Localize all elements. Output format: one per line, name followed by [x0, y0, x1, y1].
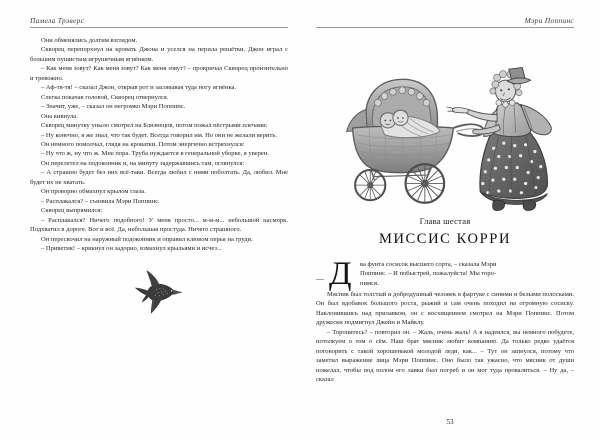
paragraph: Они обменялись долгим взглядом. — [41, 37, 138, 44]
paragraph: Он перелетел на подоконник и, на минуту задержавшись там, оглянулся: — [41, 159, 245, 167]
paragraph: Скворец выпрямился: — [41, 207, 103, 215]
pram-group — [347, 79, 484, 202]
page-number: 53 — [446, 418, 454, 426]
starling-illustration-container — [30, 267, 288, 337]
paragraph: Он перескочил на наружный подоконник и оправил клювом перья на груди. — [41, 235, 253, 243]
paragraph: – Как меня зовут? Как меня зовут? Как меня зовут? – прокричал Скворец пронзительно и тревожно. — [30, 65, 288, 82]
paragraph: – Ну конечно, я же знал, что так будет. Всегда говорил им. Но они не желали верить. — [41, 131, 277, 139]
paragraph: Он немного помолчал, глядя на кроватки. Потом энергично встряхнулся: — [41, 140, 245, 148]
right-running-head-text: Мэри Поппинс — [524, 16, 574, 25]
paragraph: – Значит, уже, – сказал он негромко Мэри Поппинс. — [41, 103, 186, 111]
paragraph: Она кивнула. — [41, 112, 78, 120]
opening-dash: — — [316, 274, 324, 283]
paragraph: – Торопитесь? – повторил он. – Жаль, очень жаль! А я надеялся, вы немного побудете, потолкуем о том о сём. Наш брат мясник любит компанию. Да только редко удаётся поговорить с такой хорошенькой молодой леди, как... – Тут он запнулся, потому что заметил выражение лица Мэри Поппинс. Оно было так ужасно, что мясник от души пожелал, чтобы под полом его лавки был погреб и он мог туда провалиться. – Ну да, – сказал — [316, 328, 574, 384]
paragraph: – Расплакался? Ничего подобного! У меня просто... м-м-м... небольшой насморк. Подхватил в дороге. Вот и всё. Да, небольшая простуда. Ничего страшного. — [30, 216, 288, 234]
right-header-rule — [316, 27, 574, 28]
chapter-illustration-container — [316, 42, 574, 214]
paragraph: Слегка покачав головой, Скворец отвернулся. — [41, 93, 169, 101]
paragraph: Мясник был толстый и добродушный человек в фартуке с синими и белыми полосками. Он был вдобавок большого роста, рыжий и сам очень походил на огромную сосиску. Наклонившись над прилавком, он с восхищением смотрел на Мэри Поппинс. Потом дружески подмигнул Джейн и Майклу. — [316, 291, 574, 327]
pram-front-wheel — [355, 170, 385, 200]
opening-line: ва фунта сосисок высшего сорта, – сказала Мэри — [360, 261, 497, 268]
paragraph: – Аф-тя-тя! – сказал Джон, открыв рот и засовывая туда ногу ягнёнка. — [41, 84, 237, 92]
paragraph: – А страшно будет без них всё-таки. Всегда любил с ними поболтать. Да, любил. Мне будет их не хватать. — [30, 169, 288, 186]
chapter-kicker: Глава шестая — [419, 216, 471, 226]
mrs-corry-figure — [447, 68, 552, 211]
paragraph: Он проворно обмахнул крылом глаза. — [41, 188, 146, 196]
paragraph: – Расплакался? – съязвила Мэри Поппинс. — [41, 197, 160, 205]
pram-rear-wheel — [406, 164, 445, 203]
right-page-body — [316, 290, 574, 385]
right-page — [300, 0, 600, 440]
left-running-head — [30, 16, 288, 36]
right-running-head — [316, 16, 574, 36]
drop-cap: Д — [329, 256, 352, 292]
paragraph: – Ну что ж, ну что ж. Мне пора. Труба нуждается в генеральной уборке, я уверен. — [41, 150, 269, 158]
chapter-title: МИССИС КОРРИ — [378, 231, 512, 247]
left-running-head-text: Памела Трэверс — [30, 16, 85, 25]
pram-with-twins-and-mrs-corry-illustration — [319, 44, 571, 212]
opening-line: Поппинс. – И побыстрей, пожалуйста! Мы торо- — [360, 270, 497, 278]
flying-starling-illustration — [132, 267, 186, 319]
paragraph: Скворец минутку уныло смотрел на Близнецов, потом пожал пёстрыми плечами: — [41, 122, 268, 130]
paragraph: Скворец перепорхнул на кровать Джона и уселся на перила решётки. Джон играл с большим пушистым игрушечным ягнёнком. — [30, 46, 288, 63]
left-page-body — [30, 36, 288, 253]
left-header-rule — [30, 27, 288, 28]
chapter-opening — [316, 256, 574, 292]
paragraph: – Приветик! – крикнул он задорно, взмахнул крыльями и исчез... — [41, 244, 222, 252]
opening-lines — [360, 260, 574, 288]
opening-line: пимся. — [360, 279, 379, 287]
